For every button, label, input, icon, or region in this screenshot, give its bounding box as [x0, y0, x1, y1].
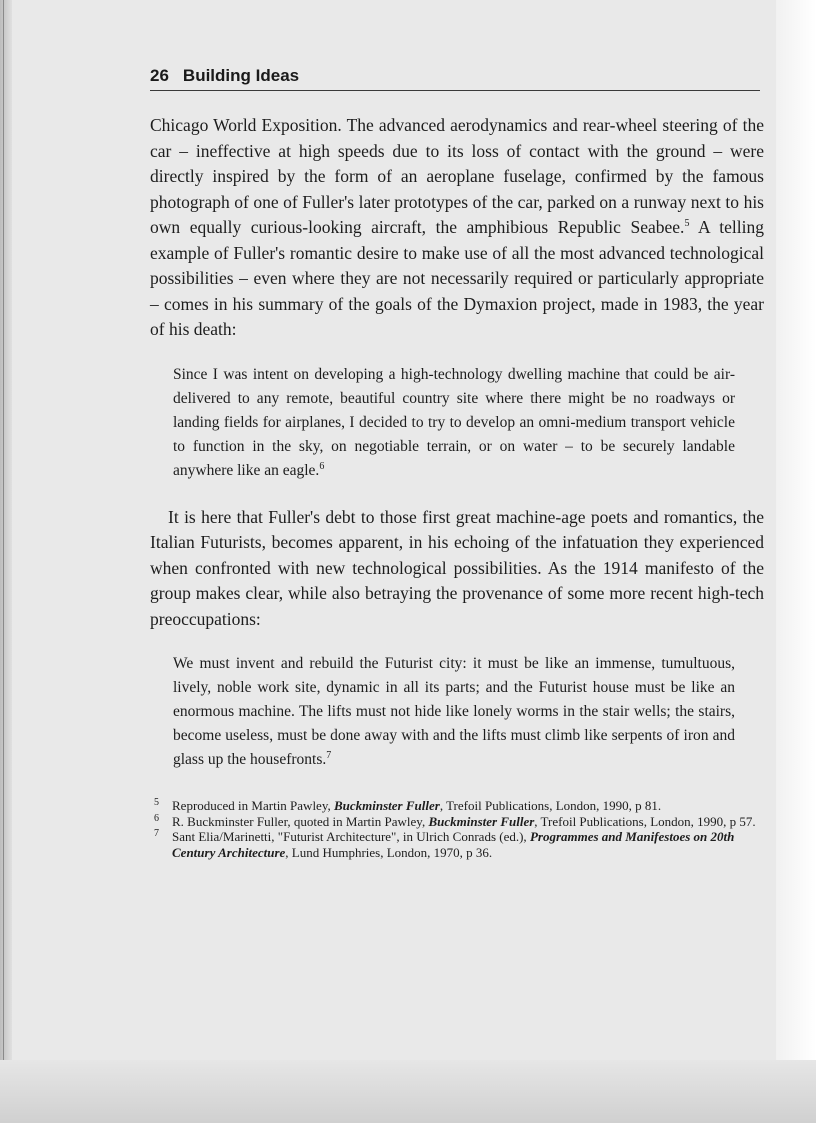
footnote [150, 798, 764, 814]
footnote-mark: 5 [154, 797, 159, 808]
running-head [150, 66, 760, 91]
paragraph-text: Chicago World Exposition. The advanced aerodynamics and rear-wheel steering of the car – ineffective at high speeds due to its loss of contact with the ground – were directly inspired by the form of an aeroplane fuselage, confirmed by the famous photograph of one of Fuller's later prototypes of the car, parked on a runway next to his own equally curious-looking aircraft, the amphibious Republic Seabee. [150, 115, 764, 237]
footnote-book-title: Programmes and Manifestoes on 20th Century Architecture [172, 829, 735, 860]
footnote-text: R. Buckminster Fuller, quoted in Martin Pawley, [172, 813, 429, 829]
paragraph-text: It is here that Fuller's debt to those first great machine-age poets and romantics, the Italian Futurists, becomes apparent, in his echoing of the infatuation they experienced when confronted with new technological possibilities. As the 1914 manifesto of the group makes clear, while also betraying the provenance of some more recent high-tech preoccupations: [150, 506, 764, 629]
scan-left-edge [0, 0, 12, 1123]
scan-right-margin [776, 0, 816, 1123]
footnote-text: , Lund Humphries, London, 1970, p 36. [285, 844, 493, 860]
footnote-text: Sant Elia/Marinetti, "Futurist Architecture", in Ulrich Conrads (ed.), [172, 829, 530, 844]
quote-text: Since I was intent on developing a high-technology dwelling machine that could be air-delivered to any remote, beautiful country site where there might be no roadways or landing fields for airplanes, I decided to try to develop an omni-medium transport vehicle to function in the sky, on negotiable terrain, or on water – to be securely landable anywhere like an eagle. [173, 365, 735, 479]
footnotes [150, 798, 764, 860]
footnote-mark: 6 [154, 812, 159, 824]
footnote-ref: 5 [684, 218, 690, 230]
footnote-text: , Trefoil Publications, London, 1990, p 57. [534, 813, 756, 829]
paragraph-text: A telling example of Fuller's romantic desire to make use of all the most advanced technological possibilities – even where they are not necessarily required or particularly appropriate – comes in his summary of the goals of the Dymaxion project, made in 1983, the year of his death: [150, 217, 764, 339]
quote-text: We must invent and rebuild the Futurist city: it must be like an immense, tumultuous, lively, noble work site, dynamic in all its parts; and the Futurist house must be like an enormous machine. The lifts must not hide like lonely worms in the stair wells; the stairs, become useless, must be done away with and the lifts must climb like serpents of iron and glass up the housefronts. [173, 655, 735, 768]
paragraph [150, 505, 764, 633]
footnote [150, 814, 764, 830]
running-title: Building Ideas [182, 66, 300, 85]
footnote-text: , Trefoil Publications, London, 1990, p 81. [439, 798, 662, 813]
block-quote [173, 363, 735, 483]
footnote-ref: 7 [326, 749, 332, 761]
paragraph [150, 113, 764, 343]
footnote-mark: 7 [154, 828, 159, 839]
book-page [150, 66, 764, 860]
page-number: 26 [150, 66, 169, 85]
footnote-text: Reproduced in Martin Pawley, [172, 798, 334, 813]
scan-bottom-shadow [0, 1060, 816, 1123]
footnote [150, 829, 764, 860]
footnote-book-title: Buckminster Fuller [428, 813, 535, 829]
footnote-ref: 6 [319, 460, 325, 472]
footnote-book-title: Buckminster Fuller [333, 798, 440, 813]
block-quote [173, 652, 735, 772]
